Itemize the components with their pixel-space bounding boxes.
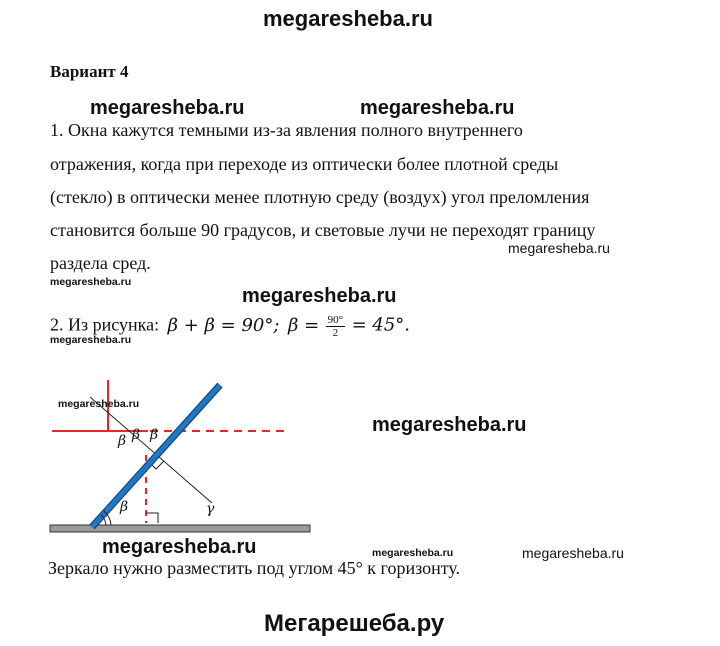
task2-equation-2-lhs: β =	[287, 314, 320, 336]
mirror-base	[50, 525, 310, 532]
fraction-numerator: 90°	[327, 314, 344, 326]
task1-line: становится больше 90 градусов, и световые лучи не переходят границу	[50, 220, 596, 240]
task2-equation-2-rhs: = 45°.	[351, 314, 410, 336]
watermark-top: megaresheba.ru	[263, 6, 433, 31]
label-beta-top-left: β	[132, 427, 141, 443]
task1-line: 1. Окна кажутся темными из-за явления полного внутреннего	[50, 120, 523, 140]
watermark-eq-left: megaresheba.ru	[50, 334, 132, 346]
footer-brand: Мегарешеба.ру	[264, 610, 445, 637]
label-beta-bottom: β	[120, 499, 129, 515]
watermark-after-paragraph: megaresheba.ru	[50, 276, 132, 288]
task1-line: (стекло) в оптически менее плотную среду (воздух) угол преломления	[50, 187, 590, 207]
task2-equation-1: β + β = 90°;	[167, 314, 280, 336]
fraction	[326, 314, 345, 339]
task2-prefix: 2. Из рисунка:	[50, 314, 160, 335]
label-beta-top-right: β	[150, 427, 159, 443]
watermark-bottom-left: megaresheba.ru	[102, 536, 257, 558]
watermark-diagram-right: megaresheba.ru	[372, 414, 527, 436]
watermark-center: megaresheba.ru	[242, 285, 397, 307]
task1-line: раздела сред.	[50, 253, 151, 273]
page-title: Вариант 4	[50, 62, 129, 81]
watermark-diagram-left: megaresheba.ru	[58, 398, 140, 410]
task1-line: отражения, когда при переходе из оптически более плотной среды	[50, 154, 559, 174]
label-gamma: γ	[206, 501, 215, 517]
conclusion-text: Зеркало нужно разместить под углом 45° к горизонту.	[48, 558, 461, 578]
watermark-mid-right: megaresheba.ru	[508, 240, 610, 256]
right-angle-base	[146, 513, 158, 523]
watermark-bottom-mid: megaresheba.ru	[372, 547, 454, 559]
watermark-bottom-right: megaresheba.ru	[522, 545, 624, 561]
fraction-denominator: 2	[332, 327, 339, 339]
watermark-line1-left: megaresheba.ru	[90, 97, 245, 119]
watermark-line1-right: megaresheba.ru	[360, 97, 515, 119]
label-beta-mid: β	[118, 433, 127, 449]
